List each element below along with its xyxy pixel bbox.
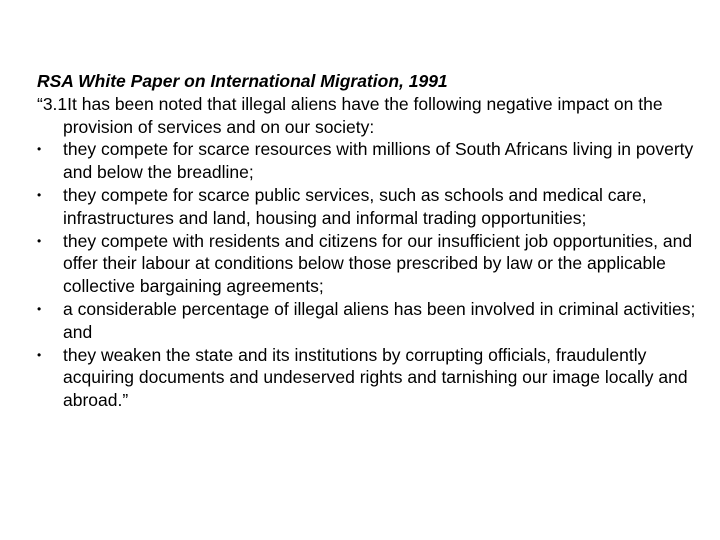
- list-item-text: they compete with residents and citizens for our insufficient job opportunities, and offer their labour at conditions below those prescribed by law or the applicable collective bargaining agreements;: [63, 230, 693, 297]
- list-item-text: they weaken the state and its institutions by corrupting officials, fraudulently acquiring documents and undeserved rights and tarnishing our image locally and abroad.”: [63, 344, 688, 411]
- quote-intro: “3.1It has been noted that illegal aliens have the following negative impact on the provision of services and on our society:: [37, 93, 663, 137]
- bullet-icon: •: [37, 142, 42, 157]
- bullet-icon: •: [37, 233, 42, 248]
- slide-content: [37, 70, 709, 412]
- list-item-text: they compete for scarce resources with millions of South Africans living in poverty and below the breadline;: [63, 139, 694, 183]
- list-item: [37, 138, 709, 184]
- list-item: [37, 230, 709, 298]
- list-item: [37, 184, 709, 230]
- bullet-icon: •: [37, 347, 42, 362]
- list-item: [37, 344, 709, 412]
- list-item-text: they compete for scarce public services, such as schools and medical care, infrastructures and land, housing and informal trading opportunities;: [63, 184, 647, 228]
- slide-title: RSA White Paper on International Migration, 1991: [37, 71, 448, 91]
- bullet-icon: •: [37, 187, 42, 202]
- list-item: [37, 298, 709, 344]
- impact-list: [37, 138, 709, 412]
- list-item-text: a considerable percentage of illegal aliens has been involved in criminal activities; and: [63, 298, 696, 342]
- bullet-icon: •: [37, 301, 42, 316]
